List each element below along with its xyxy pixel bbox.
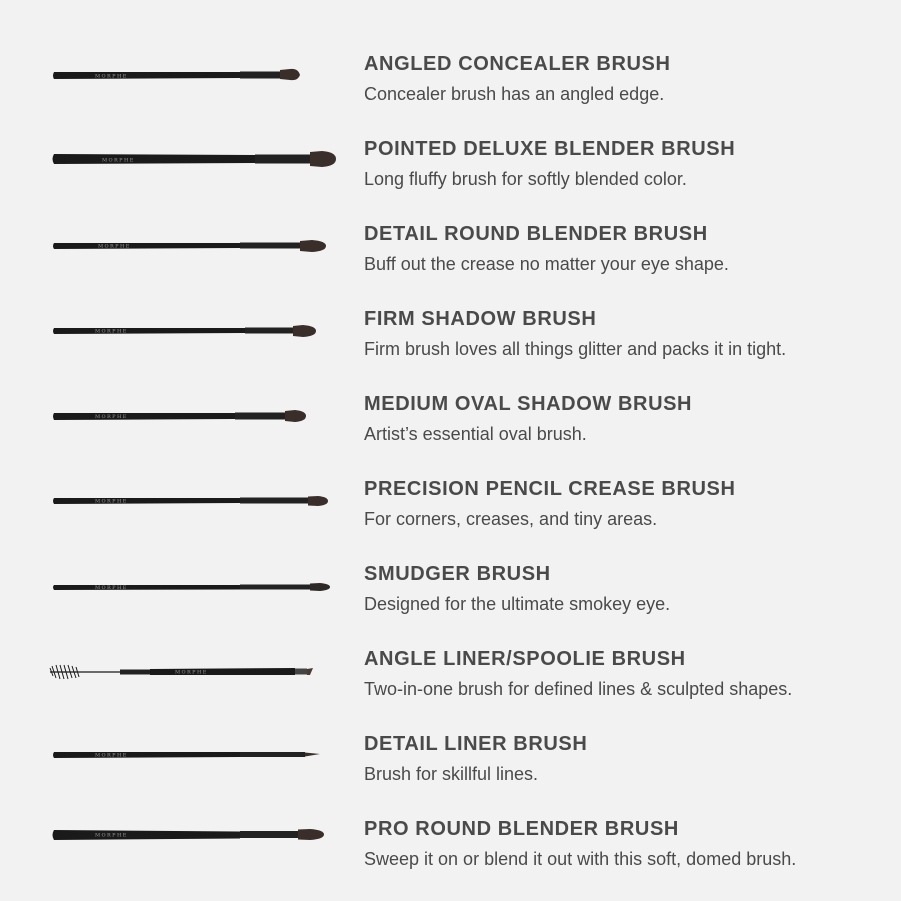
brush-title: PRECISION PENCIL CREASE BRUSH [364, 478, 736, 500]
brush-row-smudger [0, 562, 901, 646]
angled-concealer-brush-image [40, 52, 350, 112]
brand-mark: MORPHE [95, 328, 128, 335]
brush-title: ANGLED CONCEALER BRUSH [364, 53, 671, 75]
brush-title: PRO ROUND BLENDER BRUSH [364, 818, 679, 840]
brand-mark: MORPHE [95, 498, 128, 505]
brush-description: Brush for skillful lines. [364, 764, 539, 784]
brush-title: POINTED DELUXE BLENDER BRUSH [364, 138, 736, 160]
brand-mark: MORPHE [98, 243, 131, 250]
smudger-brush-image [40, 562, 350, 622]
pro-round-blender-brush-image [40, 817, 350, 877]
medium-oval-shadow-brush-image [40, 392, 350, 452]
brush-title: ANGLE LINER/SPOOLIE BRUSH [364, 648, 686, 670]
brand-mark: MORPHE [95, 752, 128, 759]
brush-row-precision-pencil-crease [0, 477, 901, 561]
brush-title: DETAIL ROUND BLENDER BRUSH [364, 223, 708, 245]
brush-row-firm-shadow [0, 307, 901, 391]
angle-liner-spoolie-brush-image [40, 647, 350, 707]
brush-row-medium-oval-shadow [0, 392, 901, 476]
firm-shadow-brush-image [40, 307, 350, 367]
brand-mark: MORPHE [95, 585, 128, 591]
precision-pencil-crease-brush-image [40, 477, 350, 537]
brand-mark: MORPHE [95, 73, 128, 80]
pointed-deluxe-blender-brush-image [40, 137, 350, 197]
brush-row-detail-liner [0, 732, 901, 816]
brush-description: Long fluffy brush for softly blended color. [364, 169, 687, 189]
brand-mark: MORPHE [95, 832, 128, 839]
brush-description: Concealer brush has an angled edge. [364, 84, 665, 104]
brush-row-angle-liner-spoolie [0, 647, 901, 731]
brand-mark: MORPHE [102, 157, 135, 164]
brush-row-detail-round-blender [0, 222, 901, 306]
brush-row-pro-round-blender [0, 817, 901, 901]
brand-mark: MORPHE [175, 669, 208, 676]
brand-mark: MORPHE [95, 414, 128, 420]
detail-liner-brush-image [40, 732, 350, 792]
brush-description: For corners, creases, and tiny areas. [364, 509, 658, 529]
brush-title: FIRM SHADOW BRUSH [364, 308, 597, 330]
brush-description: Two-in-one brush for defined lines & sculpted shapes. [364, 679, 793, 699]
brush-description: Sweep it on or blend it out with this soft, domed brush. [364, 849, 797, 869]
brush-row-pointed-deluxe-blender [0, 137, 901, 221]
brush-description: Artist’s essential oval brush. [364, 424, 587, 444]
brush-description: Firm brush loves all things glitter and packs it in tight. [364, 339, 787, 359]
brush-title: MEDIUM OVAL SHADOW BRUSH [364, 393, 693, 415]
detail-round-blender-brush-image [40, 222, 350, 282]
brush-title: SMUDGER BRUSH [364, 563, 551, 585]
brush-title: DETAIL LINER BRUSH [364, 733, 588, 755]
brush-row-angled-concealer [0, 52, 901, 136]
brush-description: Buff out the crease no matter your eye shape. [364, 254, 729, 274]
brush-description: Designed for the ultimate smokey eye. [364, 594, 671, 614]
